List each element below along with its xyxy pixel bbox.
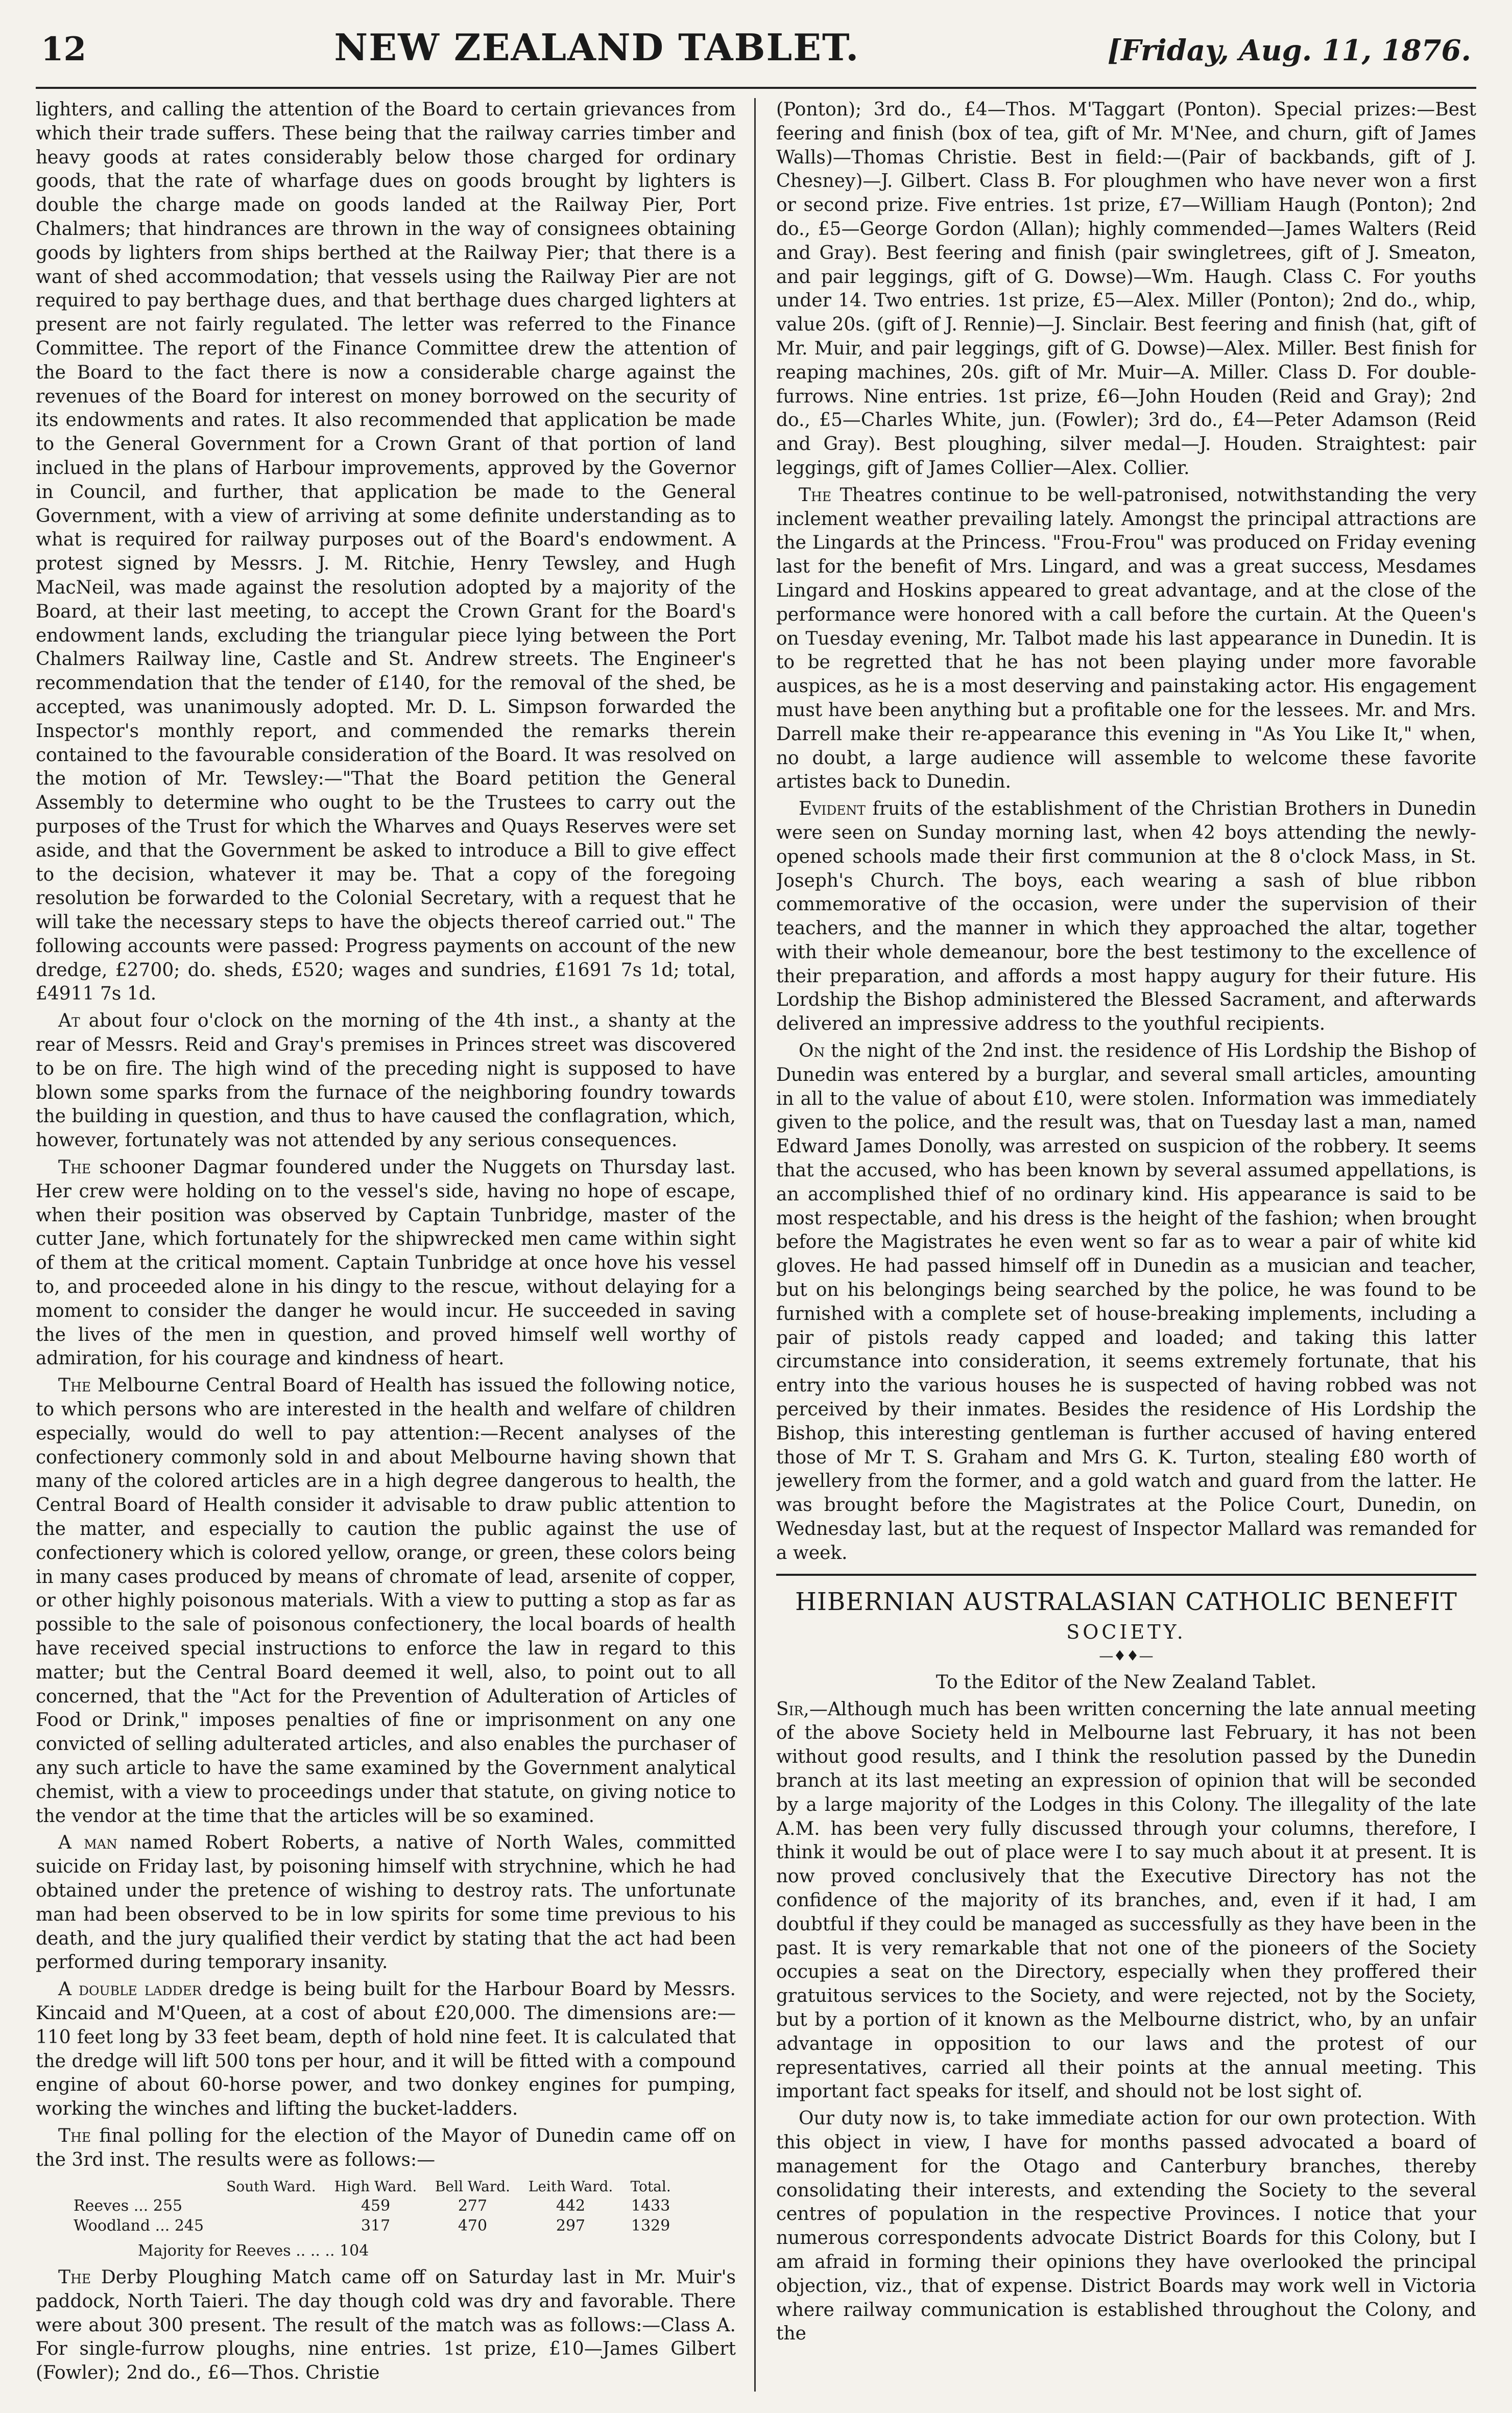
right-column (776, 98, 1476, 2392)
poll-header-cell: South Ward. (226, 2178, 316, 2195)
poll-header-cell: High Ward. (334, 2178, 417, 2195)
suicide-paragraph: A man named Robert Roberts, a native of North Wales, committed suicide on Friday last, by poisoning himself with strychnine, which he had obtained under the pretence of wishing to destroy rats. The unfortunate man had been observed to be in low spirits for some time previous to his death, and the jury qualified their verdict by stating that the act had been performed during temporary insanity. (36, 1832, 736, 1973)
poll-majority: Majority for Reeves .. .. .. 104 (138, 2241, 369, 2260)
letter-paragraph: Sir,—Although much has been written concerning the late annual meeting of the above Society held in Melbourne last February, it has not been without good results, and I think the resolution passed by the Dunedin branch at its last meeting an expression of opinion that will be seconded by a large majority of the Lodges in this Colony. The illegality of the late A.M. has been very fully discussed through your columns, therefore, I think it would be out of place were I to say much about it at present. It is now proved conclusively that the Executive Directory has not the confidence of the majority of its branches, and, even if it had, I am doubtful if they could be managed as successfully as they have been in the past. It is very remarkable that not one of the pioneers of the Society occupies a seat on the Directory, especially when they proffered their gratuitous services to the Society, and were rejected, not by the Society, but by a portion of it known as the Melbourne district, who, by an unfair advantage in opposition to our laws and the protest of our representatives, carried all their points at the annual meeting. This important fact speaks for itself, and should not be lost sight of. (776, 1698, 1476, 2102)
masthead (36, 26, 1476, 89)
society-heading: HIBERNIAN AUSTRALASIAN CATHOLIC BENEFIT (795, 1587, 1457, 1616)
poll-header-cell: Leith Ward. (528, 2178, 613, 2195)
section-divider (776, 1574, 1476, 1576)
harbour-board-paragraph: lighters, and calling the attention of the Board to certain grievances from which their trade suffers. These being that the railway carries timber and heavy goods at rates considerably below those charged for ordinary goods, that the rate of wharfage dues on goods brought by lighters is double the charge made on goods landed at the Railway Pier, Port Chalmers; that hindrances are thrown in the way of consignees obtaining goods by lighters from ships berthed at the Railway Pier; that there is a want of shed accommodation; that vessels using the Railway Pier are not required to pay berthage dues, and that berthage dues charged lighters at present are not fairly regulated. The letter was referred to the Finance Committee. The report of the Finance Committee drew the attention of the Board to the fact there is now a considerable charge against the revenues of the Board for interest on money borrowed on the security of its endowments and rates. It also recommended that application be made to the General Government for a Crown Grant of that portion of land inclued in the plans of Harbour improvements, approved by the Governor in Council, and further, that application be made to the General Government, with a view of arriving at some definite understanding as to what is required for railway purposes out of the Board's endowment. A protest signed by Messrs. J. M. Ritchie, Henry Tewsley, and Hugh MacNeil, was made against the resolution adopted by a majority of the Board, at their last meeting, to accept the Crown Grant for the Board's endowment lands, excluding the triangular piece lying between the Port Chalmers Railway line, Castle and St. Andrew streets. The Engineer's recommendation that the tender of £140, for the removal of the shed, be accepted, was unanimously adopted. Mr. D. L. Simpson forwarded the Inspector's monthly report, and commended the remarks therein contained to the favourable consideration of the Board. It was resolved on the motion of Mr. Tewsley:—"That the Board petition the General Assembly to determine who ought to be the Trustees to carry out the purposes of the Trust for which the Wharves and Quays Reserves were set aside, and that the Government be asked to introduce a Bill to give effect to the decision, whatever it may be. That a copy of the foregoing resolution be forwarded to the Colonial Secretary, with a request that he will take the necessary steps to have the objects thereof carried out." The following accounts were passed: Progress payments on account of the new dredge, £2700; do. sheds, £520; wages and sundries, £1691 7s 1d; total, £4911 7s 1d. (36, 99, 736, 1005)
fire-paragraph: At about four o'clock on the morning of the 4th inst., a shanty at the rear of Messrs. Reid and Gray's premises in Princes street was discovered to be on fire. The high wind of the preceding night is supposed to have blown some sparks from the furnace of the neighboring foundry towards the building in question, and thus to have caused the conflagration, which, however, fortunately was not attended by any serious consequences. (36, 1010, 736, 1151)
left-column (36, 98, 756, 2392)
theatres-paragraph: The Theatres continue to be well-patronised, notwithstanding the very inclement weather prevailing lately. Amongst the principal attractions are the Lingards at the Princess. "Frou-Frou" was produced on Friday evening last for the benefit of Mrs. Lingard, and was a great success, Mesdames Lingard and Hoskins appeared to great advantage, and at the close of the performance were honored with a call before the curtain. At the Queen's on Tuesday evening, Mr. Talbot made his last appearance in Dunedin. It is to be regretted that he has not been playing under more favorable auspices, as he is a most deserving and painstaking actor. His engagement must have been anything but a profitable one for the lessees. Mr. and Mrs. Darrell make their re-appearance this evening in "As You Like It," when, no doubt, a large audience will assemble to welcome these favorite artistes back to Dunedin. (776, 484, 1476, 793)
dredge-paragraph: A double ladder dredge is being built for the Harbour Board by Messrs. Kincaid and M'Queen, at a cost of about £20,000. The dimensions are:—110 feet long by 33 feet beam, depth of hold nine feet. It is calculated that the dredge will lift 500 tons per hour, and it will be fitted with a compound engine of about 60-horse power, and two donkey engines for pumping, working the winches and lifting the bucket-ladders. (36, 1979, 736, 2120)
schooner-paragraph: The schooner Dagmar foundered under the Nuggets on Thursday last. Her crew were holding on to the vessel's side, having no hope of escape, when their position was observed by Captain Tunbridge, master of the cutter Jane, which fortunately for the shipwrecked men came within sight of them at the critical moment. Captain Tunbridge at once hove his vessel to, and proceeded alone in his dingy to the rescue, without delaying for a moment to consider the danger he would incur. He succeeded in saving the lives of the men in question, and proved himself well worthy of admiration, for his courage and kindness of heart. (36, 1157, 736, 1369)
board-of-health-paragraph: The Melbourne Central Board of Health has issued the following notice, to which persons who are interested in the health and welfare of children especially, would do well to pay attention:—Recent analyses of the confectionery commonly sold in and about Melbourne having shown that many of the colored articles are in a high degree dangerous to health, the Central Board of Health consider it advisable to draw public attention to the matter, and especially to caution the public against the use of confectionery which is colored yellow, orange, or green, these colors being in many cases produced by means of chromate of lead, arsenite of copper, or other highly poisonous materials. With a view to putting a stop as far as possible to the sale of poisonous confectionery, the local boards of health have received special instructions to enforce the law in regard to this matter; but the Central Board deemed it well, also, to point out to all concerned, that the "Act for the Prevention of Adulteration of Articles of Food or Drink," imposes penalties of fine or imprisonment on any one convicted of selling adulterated articles, and also enables the purchaser of any such article to have the same examined by the Government analytical chemist, with a view to proceedings under that statute, on giving notice to the vendor at the time that the articles will be so examined. (36, 1375, 736, 1827)
poll-header-row (66, 2178, 679, 2196)
letter-paragraph: Our duty now is, to take immediate action for our own protection. With this object in view, I have for months passed advocated a board of management for the Otago and Canterbury branches, thereby consolidating their interests, and extending the Society to the several centres of population in the respective Provinces. I notice that your numerous correspondents advocate District Boards for this Colony, but I am afraid in forming their opinions they have overlooked the principal objection, viz., that of expense. District Boards may work well in Victoria where railway communication is established throughout the Colony, and the (776, 2108, 1476, 2345)
poll-header-cell: Bell Ward. (435, 2178, 511, 2195)
table-row: Woodland ... 245 317 470 297 1329 (74, 2216, 670, 2235)
article-columns (36, 98, 1476, 2392)
ploughing-results-paragraph: (Ponton); 3rd do., £4—Thos. M'Taggart (Ponton). Special prizes:—Best feering and finish (box of tea, gift of Mr. M'Nee, and churn, gift of James Walls)—Thomas Christie. Best in field:—(Pair of backbands, gift of J. Chesney)—J. Gilbert. Class B. For ploughmen who have never won a first or second prize. Five entries. 1st prize, £7—William Haugh (Ponton); 2nd do., £5—George Gordon (Allan); highly commended—James Walters (Reid and Gray). Best feering and finish (pair swingletrees, gift of J. Smeaton, and pair leggings, gift of G. Dowse)—Wm. Haugh. Class C. For youths under 14. Two entries. 1st prize, £5—Alex. Miller (Ponton); 2nd do., whip, value 20s. (gift of J. Rennie)—J. Sinclair. Best feering and finish (hat, gift of Mr. Muir, and pair leggings, gift of G. Dowse)—Alex. Miller. Best finish for reaping machines, 20s. gift of Mr. Muir—A. Miller. Class D. For double-furrows. Nine entries. 1st prize, £6—John Houden (Reid and Gray); 2nd do., £5—Charles White, jun. (Fowler); 3rd do., £4—Peter Adamson (Reid and Gray). Best ploughing, silver medal—J. Houden. Straightest: pair leggings, gift of James Collier—Alex. Collier. (776, 99, 1476, 479)
society-subheading: SOCIETY. (1066, 1621, 1186, 1643)
letter-address: To the Editor of the New Zealand Tablet. (935, 1671, 1317, 1693)
burglary-paragraph: On the night of the 2nd inst. the residence of His Lordship the Bishop of Dunedin was entered by a burglar, and several small articles, amounting in all to the value of about £10, were stolen. Information was immediately given to the police, and the result was, that on Tuesday last a man, named Edward James Donolly, was arrested on suspicion of the robbery. It seems that the accused, who has been known by several assumed appellations, is an accomplished thief of no ordinary kind. His appearance is said to be most respectable, and his dress is the height of the fashion; when brought before the Magistrates he even went so far as to wear a pair of white kid gloves. He had passed himself off in Dunedin as a musician and teacher, but on his belongings being searched by the police, he was found to be furnished with a complete set of house-breaking implements, including a pair of pistols ready capped and loaded; and taking this latter circumstance into consideration, it seems extremely fortunate, that his entry into the various houses he is suspected of having robbed was not perceived by their inmates. Besides the residence of His Lordship the Bishop, this interesting gentleman is further accused of having entered those of Mr T. S. Graham and Mrs G. K. Turton, stealing £80 worth of jewellery from the former, and a gold watch and guard from the latter. He was brought before the Magistrates at the Police Court, Dunedin, on Wednesday last, but at the request of Inspector Mallard was remanded for a week. (776, 1040, 1476, 1564)
mayor-poll-paragraph: The final polling for the election of the Mayor of Dunedin came off on the 3rd inst. The results were as follows:— (36, 2125, 736, 2170)
poll-results-table (66, 2178, 679, 2236)
issue-date: [Friday, Aug. 11, 1876. (1107, 34, 1471, 67)
poll-header-cell: Total. (630, 2178, 671, 2195)
newspaper-title: NEW ZEALAND TABLET. (334, 26, 860, 69)
page-number: 12 (41, 30, 87, 68)
poll-header-cell (66, 2178, 217, 2196)
ploughing-match-paragraph: The Derby Ploughing Match came off on Saturday last in Mr. Muir's paddock, North Taieri. The day though cold was dry and favorable. There were about 300 present. The result of the match was as follows:—Class A. For single-furrow ploughs, nine entries. 1st prize, £10—James Gilbert (Fowler); 2nd do., £6—Thos. Christie (36, 2266, 736, 2384)
christian-brothers-paragraph: Evident fruits of the establishment of the Christian Brothers in Dunedin were seen on Sunday morning last, when 42 boys attending the newly-opened schools made their first communion at the 8 o'clock Mass, in St. Joseph's Church. The boys, each wearing a sash of blue ribbon commemorative of the occasion, were under the supervision of their teachers, and the manner in which they approached the altar, together with their whole demeanour, bore the best testimony to the excellence of their preparation, and affords a most happy augury for their future. His Lordship the Bishop administered the Blessed Sacrament, and afterwards delivered an impressive address to the youthful recipients. (776, 798, 1476, 1035)
ornament-divider: —♦♦— (1099, 1647, 1154, 1665)
table-row: Reeves ... 255 459 277 442 1433 (74, 2196, 670, 2215)
